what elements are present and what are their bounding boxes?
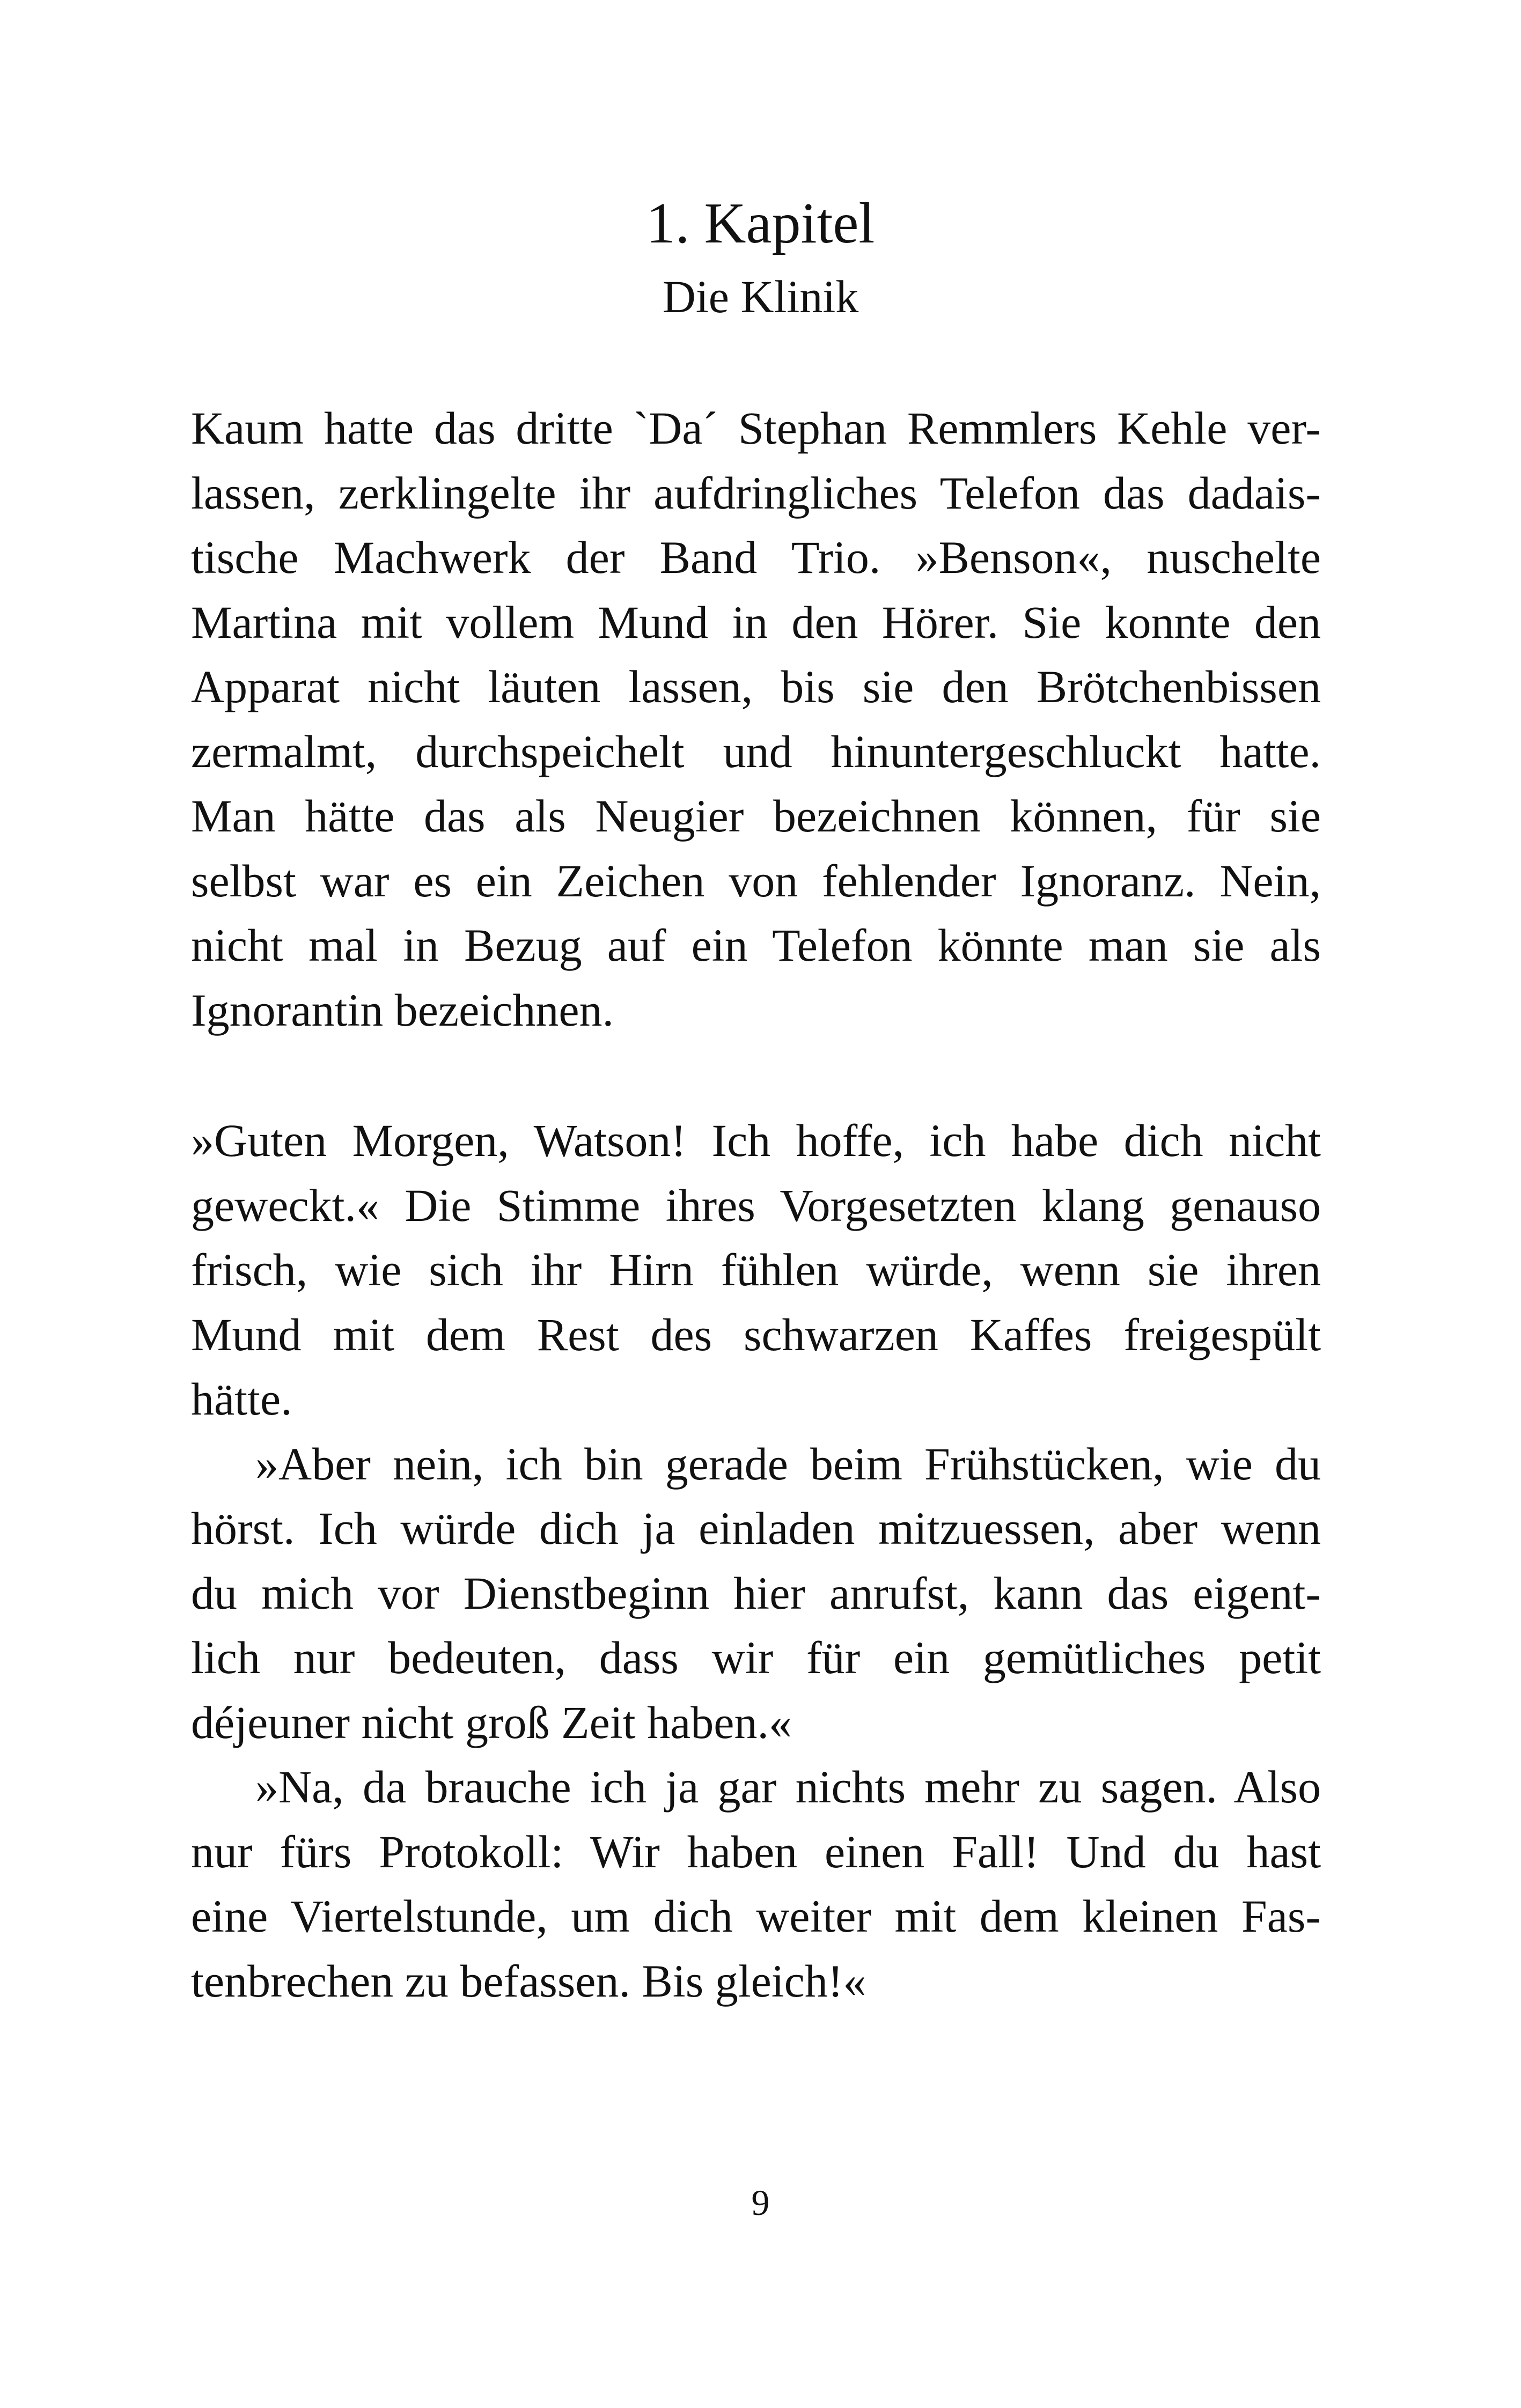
text-line: Apparat nicht läuten lassen, bis sie den Brötchenbissen xyxy=(191,661,1321,712)
text-line: déjeuner nicht groß Zeit haben.« xyxy=(191,1696,792,1748)
chapter-title: 1. Kapitel xyxy=(646,192,875,255)
text-line: tenbrechen zu befassen. Bis gleich!« xyxy=(191,1955,866,2007)
dialogue-section xyxy=(191,1108,1321,2013)
paragraph xyxy=(191,396,1321,1042)
text-line: eine Viertelstunde, um dich weiter mit dem kleinen Fas- xyxy=(191,1890,1321,1942)
text-line: selbst war es ein Zeichen von fehlender Ignoranz. Nein, xyxy=(191,855,1321,907)
text-line: tische Machwerk der Band Trio. »Benson«, nuschelte xyxy=(191,532,1321,583)
text-line: »Na, da brauche ich ja gar nichts mehr zu sagen. Also xyxy=(255,1761,1321,1813)
text-line: nicht mal in Bezug auf ein Telefon könnte man sie als xyxy=(191,919,1321,971)
page-number: 9 xyxy=(751,2182,770,2223)
chapter-subtitle: Die Klinik xyxy=(662,271,859,322)
text-line: hätte. xyxy=(191,1373,292,1425)
text-line: lassen, zerklingelte ihr aufdringliches Telefon das dadais- xyxy=(191,467,1321,519)
text-line: »Guten Morgen, Watson! Ich hoffe, ich habe dich nicht xyxy=(191,1115,1321,1166)
text-line: nur fürs Protokoll: Wir haben einen Fall! Und du hast xyxy=(191,1825,1321,1877)
text-line: Mund mit dem Rest des schwarzen Kaffes freigespült xyxy=(191,1308,1321,1360)
text-line: du mich vor Dienstbeginn hier anrufst, kann das eigent- xyxy=(191,1567,1321,1619)
text-line: frisch, wie sich ihr Hirn fühlen würde, wenn sie ihren xyxy=(191,1244,1321,1295)
text-line: »Aber nein, ich bin gerade beim Frühstücken, wie du xyxy=(255,1438,1321,1490)
text-line: Ignorantin bezeichnen. xyxy=(191,984,614,1036)
text-line: geweckt.« Die Stimme ihres Vorgesetzten klang genauso xyxy=(191,1179,1321,1231)
text-line: hörst. Ich würde dich ja einladen mitzuessen, aber wenn xyxy=(191,1503,1321,1554)
text-line: lich nur bedeuten, dass wir für ein gemütliches petit xyxy=(191,1632,1321,1683)
text-line: Kaum hatte das dritte `Da´ Stephan Remmlers Kehle ver- xyxy=(191,402,1321,454)
text-line: Martina mit vollem Mund in den Hörer. Sie konnte den xyxy=(191,596,1321,648)
text-line: Man hätte das als Neugier bezeichnen können, für sie xyxy=(191,790,1321,842)
text-line: zermalmt, durchspeichelt und hinuntergeschluckt hatte. xyxy=(191,725,1321,777)
